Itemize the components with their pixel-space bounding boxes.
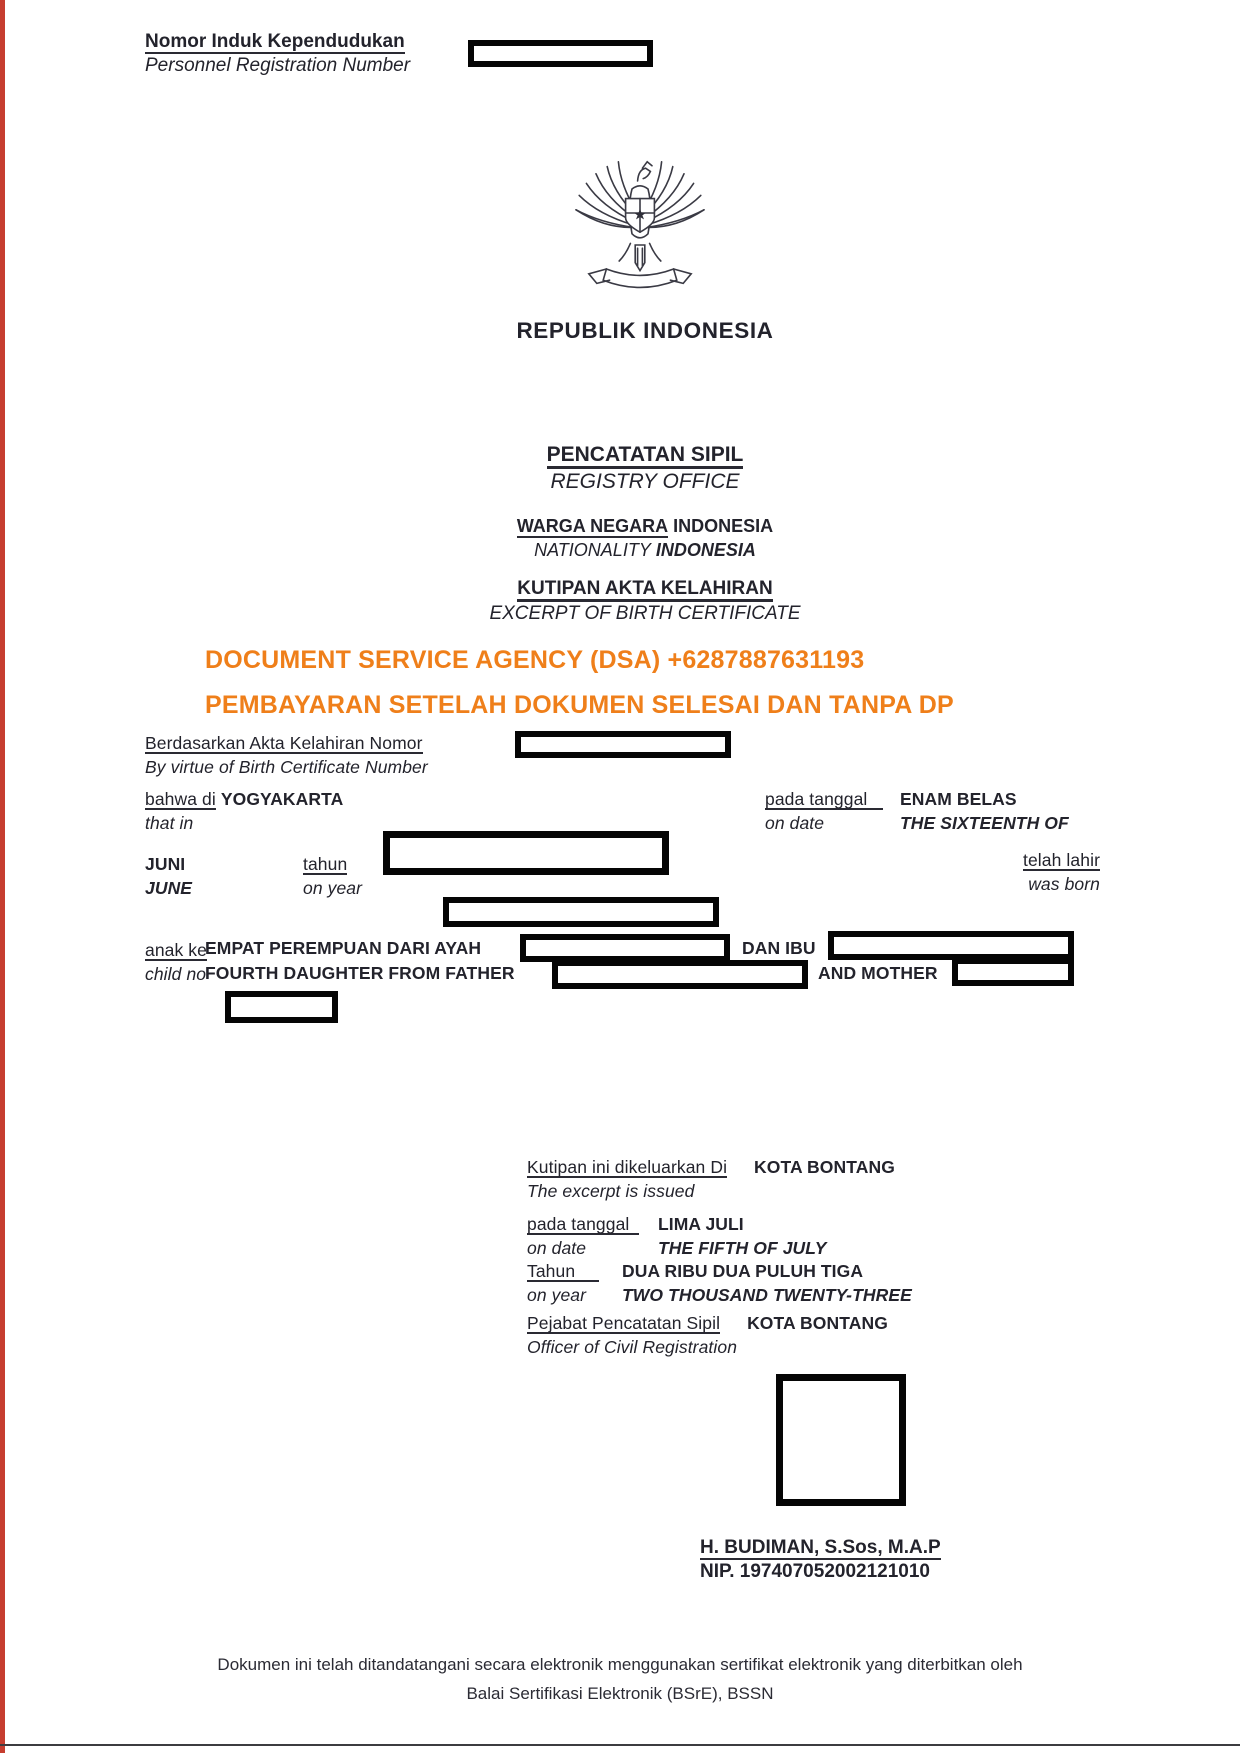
registry-title-en: REGISTRY OFFICE: [550, 470, 740, 494]
basis-label-block: [145, 731, 428, 779]
redacted-birth-year: [383, 831, 669, 875]
birthdate-value-en: THE SIXTEENTH OF: [899, 813, 1069, 833]
nationality-value-en: INDONESIA: [655, 540, 756, 560]
watermark-line-2: PEMBAYARAN SETELAH DOKUMEN SELESAI DAN TANPA DP: [205, 691, 954, 719]
birthdate-label-en: on date: [765, 813, 825, 833]
issued-place: KOTA BONTANG: [754, 1157, 895, 1177]
redacted-father-name-en: [552, 960, 808, 989]
mother-conj-en: AND MOTHER: [818, 963, 938, 983]
born-label-id: telah lahir: [1023, 850, 1100, 870]
redacted-mother-name-id: [828, 931, 1074, 960]
nationality-label-en: NATIONALITY: [534, 540, 651, 560]
registry-title: [25, 442, 1240, 495]
child-label-block: [145, 938, 207, 986]
issue-date-value-id: LIMA JULI: [657, 1214, 744, 1234]
registry-title-id: PENCATATAN SIPIL: [547, 444, 744, 469]
place-value: YOGYAKARTA: [220, 789, 344, 809]
place-label-id: bahwa di: [145, 789, 216, 809]
born-label-block: [960, 848, 1100, 896]
redacted-father-name-id: [520, 934, 730, 962]
signer-nip: NIP. 197407052002121010: [700, 1561, 930, 1582]
birthplace-block: [145, 787, 343, 835]
officer-row: [527, 1311, 888, 1359]
redacted-extra-value: [225, 991, 338, 1023]
scan-bottom-line: [0, 1744, 1240, 1746]
watermark-text: [205, 638, 954, 728]
issue-date-label-id: pada tanggal: [527, 1215, 639, 1235]
document-title-id: KUTIPAN AKTA KELAHIRAN: [517, 579, 772, 602]
redacted-child-name: [443, 897, 719, 927]
nik-label-en: Personnel Registration Number: [145, 55, 411, 76]
redacted-mother-name-en: [952, 958, 1074, 986]
document-title: [25, 577, 1240, 626]
nationality-label-id: WARGA NEGARA: [516, 516, 669, 536]
born-label-en: was born: [1028, 874, 1100, 894]
redacted-nik-value: [468, 40, 653, 67]
issued-row: [527, 1155, 895, 1203]
issue-year-label-id: Tahun: [527, 1262, 599, 1282]
mother-conj-id: DAN IBU: [742, 938, 816, 958]
footer-line-2: Balai Sertifikasi Elektronik (BSrE), BSSN: [466, 1684, 774, 1703]
watermark-line-1: DOCUMENT SERVICE AGENCY (DSA) +6287887631193: [205, 646, 865, 674]
month-block: [145, 852, 192, 900]
signer-name: H. BUDIMAN, S.Sos, M.A.P: [700, 1537, 941, 1558]
officer-label-id: Pejabat Pencatatan Sipil: [527, 1313, 721, 1333]
garuda-emblem-icon: [560, 148, 720, 310]
country-title: REPUBLIK INDONESIA: [516, 318, 774, 343]
issue-year-value-en: TWO THOUSAND TWENTY-THREE: [621, 1285, 912, 1305]
issued-label-en: The excerpt is issued: [527, 1181, 695, 1201]
child-label-id: anak ke: [145, 940, 207, 960]
child-line-id: [205, 938, 481, 959]
signature-stamp-box: [776, 1374, 906, 1506]
nik-label-block: [145, 30, 410, 78]
month-id: JUNI: [145, 854, 186, 874]
child-line-en: [205, 963, 515, 984]
issued-label-id: Kutipan ini dikeluarkan Di: [527, 1157, 728, 1177]
basis-label-id: Berdasarkan Akta Kelahiran Nomor: [145, 733, 423, 753]
officer-label-en: Officer of Civil Registration: [527, 1337, 738, 1357]
birthdate-label-id: pada tanggal: [765, 790, 883, 810]
year-label-block: [303, 852, 362, 900]
issue-date-value-en: THE FIFTH OF JULY: [657, 1238, 827, 1258]
birthdate-value-id: ENAM BELAS: [899, 789, 1017, 809]
child-value-en: FOURTH DAUGHTER FROM FATHER: [205, 963, 515, 983]
issue-date-row: [527, 1212, 827, 1260]
scan-edge-artifact: [0, 0, 5, 1753]
issue-year-label-en: on year: [527, 1285, 587, 1305]
basis-label-en: By virtue of Birth Certificate Number: [145, 757, 428, 777]
month-en: JUNE: [145, 878, 193, 898]
nationality-title: [25, 514, 1240, 562]
redacted-certificate-number: [515, 731, 731, 758]
document-title-en: EXCERPT OF BIRTH CERTIFICATE: [489, 602, 801, 624]
footer-line-1: Dokumen ini telah ditandatangani secara elektronik menggunakan sertifikat elektronik yang diterbitkan oleh: [217, 1655, 1023, 1674]
birthdate-block: [765, 787, 1069, 835]
child-value-id: EMPAT PEREMPUAN DARI AYAH: [205, 938, 482, 958]
year-label-en: on year: [303, 878, 363, 898]
issue-date-label-en: on date: [527, 1238, 587, 1258]
issue-year-value-id: DUA RIBU DUA PULUH TIGA: [621, 1261, 864, 1281]
electronic-signature-notice: [0, 1650, 1240, 1708]
nik-label-id: Nomor Induk Kependudukan: [145, 31, 405, 52]
place-label-en: that in: [145, 813, 194, 833]
child-label-en: child no: [145, 964, 207, 984]
officer-place: KOTA BONTANG: [747, 1313, 888, 1333]
nationality-value-id: INDONESIA: [673, 516, 774, 536]
year-label-id: tahun: [303, 854, 348, 874]
issue-year-row: [527, 1259, 912, 1307]
signer-block: [700, 1536, 941, 1584]
